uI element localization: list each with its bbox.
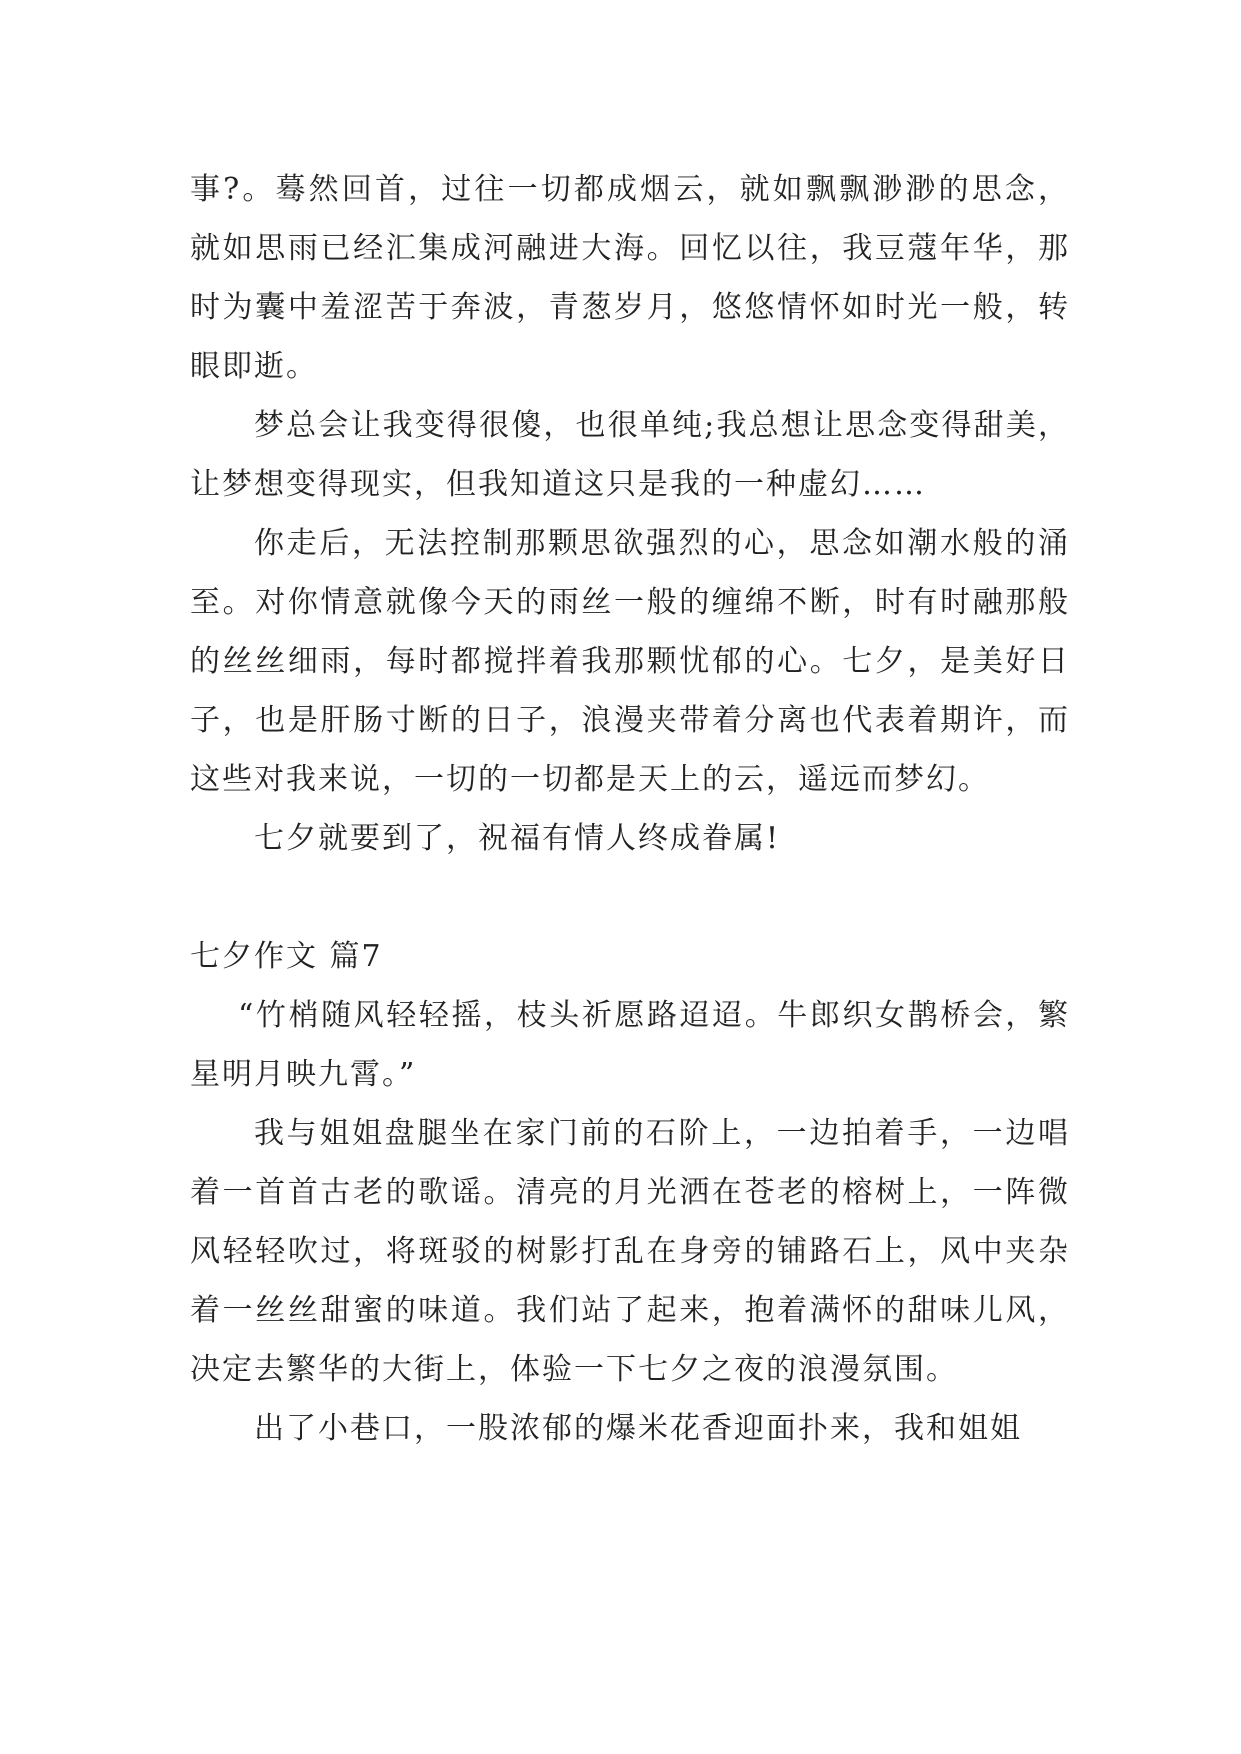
section-heading: 七夕作文 篇7: [190, 939, 383, 974]
paragraph-dream: 梦总会让我变得很傻，也很单纯;我总想让思念变得甜美，让梦想变得现实，但我知道这只是我的一种虚幻……: [190, 408, 1070, 502]
paragraph-sisters: 我与姐姐盘腿坐在家门前的石阶上，一边拍着手，一边唱着一首首古老的歌谣。清亮的月光洒在苍老的榕树上，一阵微风轻轻吹过，将斑驳的树影打乱在身旁的铺路石上，风中夹杂着一丝丝甜蜜的味道。我们站了起来，抱着满怀的甜味儿风，决定去繁华的大街上，体验一下七夕之夜的浪漫氛围。: [190, 1116, 1070, 1387]
paragraph-blessing: 七夕就要到了，祝福有情人终成眷属!: [254, 821, 781, 856]
document-page: [190, 160, 1070, 1458]
paragraph-after-you-left: 你走后，无法控制那颗思欲强烈的心，思念如潮水般的涌至。对你情意就像今天的雨丝一般的缠绵不断，时有时融那般的丝丝细雨，每时都搅拌着我那颗忧郁的心。七夕，是美好日子，也是肝肠寸断的日子，浪漫夹带着分离也代表着期许，而这些对我来说，一切的一切都是天上的云，遥远而梦幻。: [190, 526, 1070, 797]
paragraph-continued: 事?。蓦然回首，过往一切都成烟云，就如飘飘渺渺的思念，就如思雨已经汇集成河融进大海。回忆以往，我豆蔻年华，那时为囊中羞涩苦于奔波，青葱岁月，悠悠情怀如时光一般，转眼即逝。: [190, 172, 1070, 384]
paragraph-poem-quote: “竹梢随风轻轻摇，枝头祈愿路迢迢。牛郎织女鹊桥会，繁星明月映九霄。”: [190, 998, 1070, 1092]
paragraph-alley: 出了小巷口，一股浓郁的爆米花香迎面扑来，我和姐姐: [254, 1411, 1022, 1446]
